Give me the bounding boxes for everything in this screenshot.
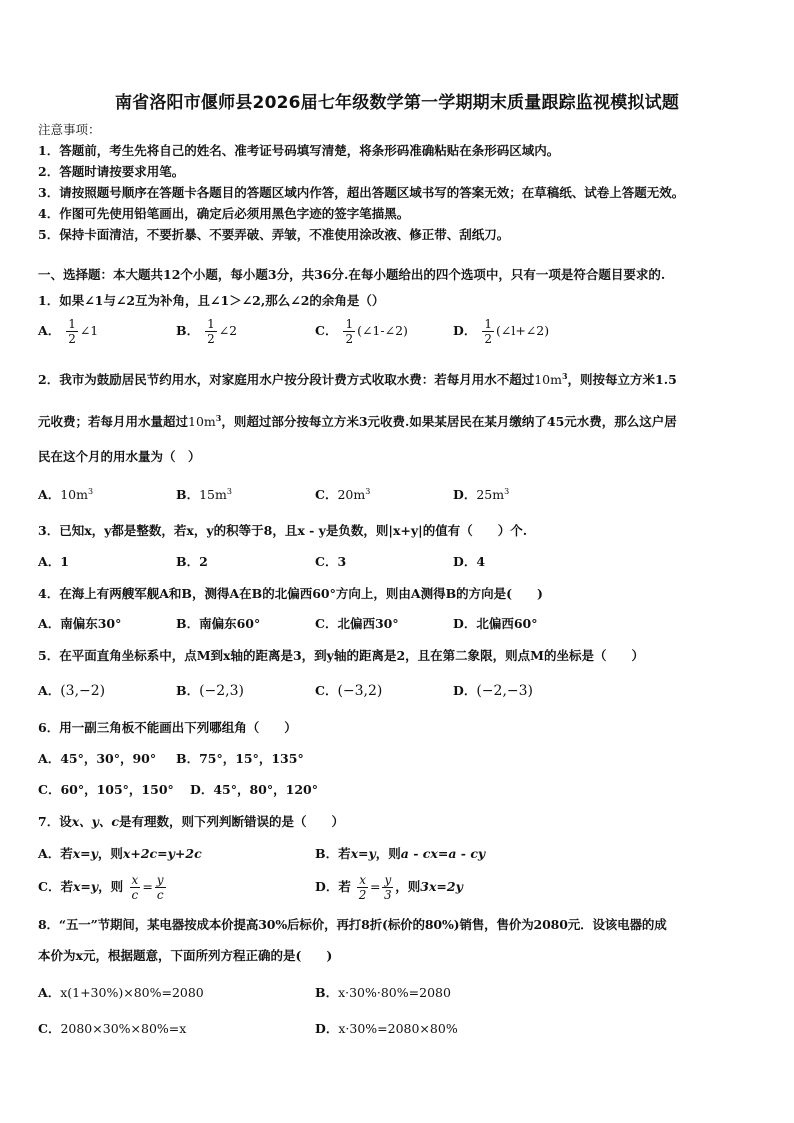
- q6-option-a[interactable]: A．45°，30°，90°: [38, 751, 157, 766]
- q5-option-b[interactable]: B．(−2,3): [176, 683, 244, 699]
- q8-option-a[interactable]: A．x(1+30%)×80%=2080: [38, 985, 204, 1000]
- q5-option-a[interactable]: A．(3,−2): [38, 683, 106, 699]
- q7-option-b[interactable]: B．若x=y，则a - cx=a - cy: [315, 846, 486, 861]
- q6-option-c[interactable]: C．60°，105°，150°: [38, 782, 174, 797]
- q6-option-b[interactable]: B．75°，15°，135°: [176, 751, 304, 766]
- q5-option-c[interactable]: C．(−3,2): [315, 683, 383, 699]
- question-5-stem: 5．在平面直角坐标系中，点M到x轴的距离是3，到y轴的距离是2，且在第二象限，则点M的坐标是（ ）: [38, 648, 644, 663]
- q1-option-c[interactable]: C． $\frac{1}{2}$ (∠1-∠2): [315, 317, 408, 346]
- notice-item-5: 5．保持卡面清洁，不要折暴、不要弄破、弄皱，不准使用涂改液、修正带、刮纸刀。: [38, 227, 510, 242]
- q1-option-c-label: C．: [315, 323, 338, 338]
- question-2-line-1: 2．我市为鼓励居民节约用水，对家庭用水户按分段计费方式收取水费：若每月用水不超过$10m^3$，则按每立方米1.5: [38, 370, 677, 387]
- q1-option-b-label: B．: [176, 323, 200, 338]
- q7-option-d[interactable]: D．若 $\frac{x}{2}$ = $\frac{y}{3}$ ，则3x=2y: [315, 873, 463, 902]
- q4-option-c[interactable]: C．北偏西30°: [315, 616, 399, 631]
- question-4-stem: 4．在海上有两艘军舰A和B，测得A在B的北偏西60°方向上，则由A测得B的方向是( ): [38, 586, 543, 601]
- q3-option-d[interactable]: D．4: [453, 554, 486, 569]
- q1-option-a-fraction: $\frac{1}{2}$: [68, 317, 76, 346]
- q2-option-d[interactable]: D．$25m^3$: [453, 486, 510, 502]
- q7-c-fraction-y: $\frac{y}{c}$: [156, 873, 164, 902]
- section-heading: 一、选择题：本大题共12个小题，每小题3分，共36分.在每小题给出的四个选项中，只有一项是符合题目要求的.: [38, 267, 666, 282]
- q2-option-b[interactable]: B．$15m^3$: [176, 486, 232, 502]
- q1-option-c-fraction: $\frac{1}{2}$: [345, 317, 354, 346]
- notice-heading: 注意事项：: [38, 122, 101, 137]
- q1-option-a[interactable]: A． $\frac{1}{2}$ ∠1: [38, 317, 99, 346]
- notice-item-1: 1．答题前，考生先将自己的姓名、准考证号码填写清楚，将条形码准确粘贴在条形码区域内。: [38, 143, 560, 158]
- q7-option-a[interactable]: A．若x=y，则x+2c=y+2c: [38, 846, 202, 861]
- question-2-line-3: 民在这个月的用水量为（ ）: [38, 449, 201, 464]
- question-8-line-1: 8．“五一”节期间，某电器按成本价提高30%后标价，再打8折(标价的80%)销售，售价为2080元．设该电器的成: [38, 917, 667, 932]
- q1-option-b-fraction: $\frac{1}{2}$: [207, 317, 215, 346]
- q7-d-fraction-x: $\frac{x}{2}$: [358, 873, 367, 902]
- q7-d-fraction-y: $\frac{y}{3}$: [384, 873, 392, 902]
- notice-item-3: 3．请按照题号顺序在答题卡各题目的答题区域内作答，超出答题区域书写的答案无效；在草稿纸、试卷上答题无效。: [38, 185, 685, 200]
- question-7-stem: 7．设x、y、c是有理数，则下列判断错误的是（ ）: [38, 814, 345, 829]
- q5-option-d[interactable]: D．(−2,−3): [453, 683, 533, 699]
- notice-item-2: 2．答题时请按要求用笔。: [38, 164, 185, 179]
- q1-option-d-label: D．: [453, 323, 477, 338]
- question-2-line-2: 元收费；若每月用水量超过$10m^3$，则超过部分按每立方米3元收费.如果某居民在某月缴纳了45元水费，那么这户居: [38, 412, 677, 429]
- q8-option-d[interactable]: D．x·30%=2080×80%: [315, 1021, 458, 1036]
- page-title: 南省洛阳市偃师县2026届七年级数学第一学期期末质量跟踪监视模拟试题: [114, 93, 680, 113]
- q2-option-a[interactable]: A．$10m^3$: [38, 486, 94, 502]
- q4-option-d[interactable]: D．北偏西60°: [453, 616, 538, 631]
- q3-option-c[interactable]: C．3: [315, 554, 347, 569]
- q7-option-c[interactable]: C．若x=y，则 $\frac{x}{c}$ = $\frac{y}{c}$: [38, 873, 164, 902]
- question-1-stem: 1．如果∠1与∠2互为补角，且∠1＞∠2,那么∠2的余角是（）: [38, 293, 385, 308]
- q1-option-a-label: A．: [38, 323, 61, 338]
- question-6-stem: 6．用一副三角板不能画出下列哪组角（ ）: [38, 720, 297, 735]
- q8-option-c[interactable]: C．2080×30%×80%=x: [38, 1021, 187, 1036]
- question-8-line-2: 本价为x元，根据题意，下面所列方程正确的是( ): [38, 948, 333, 963]
- q3-option-b[interactable]: B．2: [176, 554, 208, 569]
- q3-option-a[interactable]: A．1: [38, 554, 69, 569]
- q4-option-b[interactable]: B．南偏东60°: [176, 616, 261, 631]
- notice-item-4: 4．作图可先使用铅笔画出，确定后必须用黑色字迹的签字笔描黑。: [38, 206, 410, 221]
- q1-option-b[interactable]: B． $\frac{1}{2}$ ∠2: [176, 317, 238, 346]
- q4-option-a[interactable]: A．南偏东30°: [38, 616, 122, 631]
- question-3-stem: 3．已知x，y都是整数，若x，y的积等于8，且x - y是负数，则|x+y|的值有（ ）个.: [38, 523, 528, 538]
- q8-option-b[interactable]: B．x·30%·80%=2080: [315, 985, 451, 1000]
- q1-option-d[interactable]: D． $\frac{1}{2}$ (∠l+∠2): [453, 317, 550, 346]
- q2-option-c[interactable]: C．$20m^3$: [315, 486, 371, 502]
- q1-option-d-fraction: $\frac{1}{2}$: [484, 317, 492, 346]
- q6-option-d[interactable]: D．45°，80°，120°: [190, 782, 318, 797]
- q7-c-fraction-x: $\frac{x}{c}$: [131, 873, 139, 902]
